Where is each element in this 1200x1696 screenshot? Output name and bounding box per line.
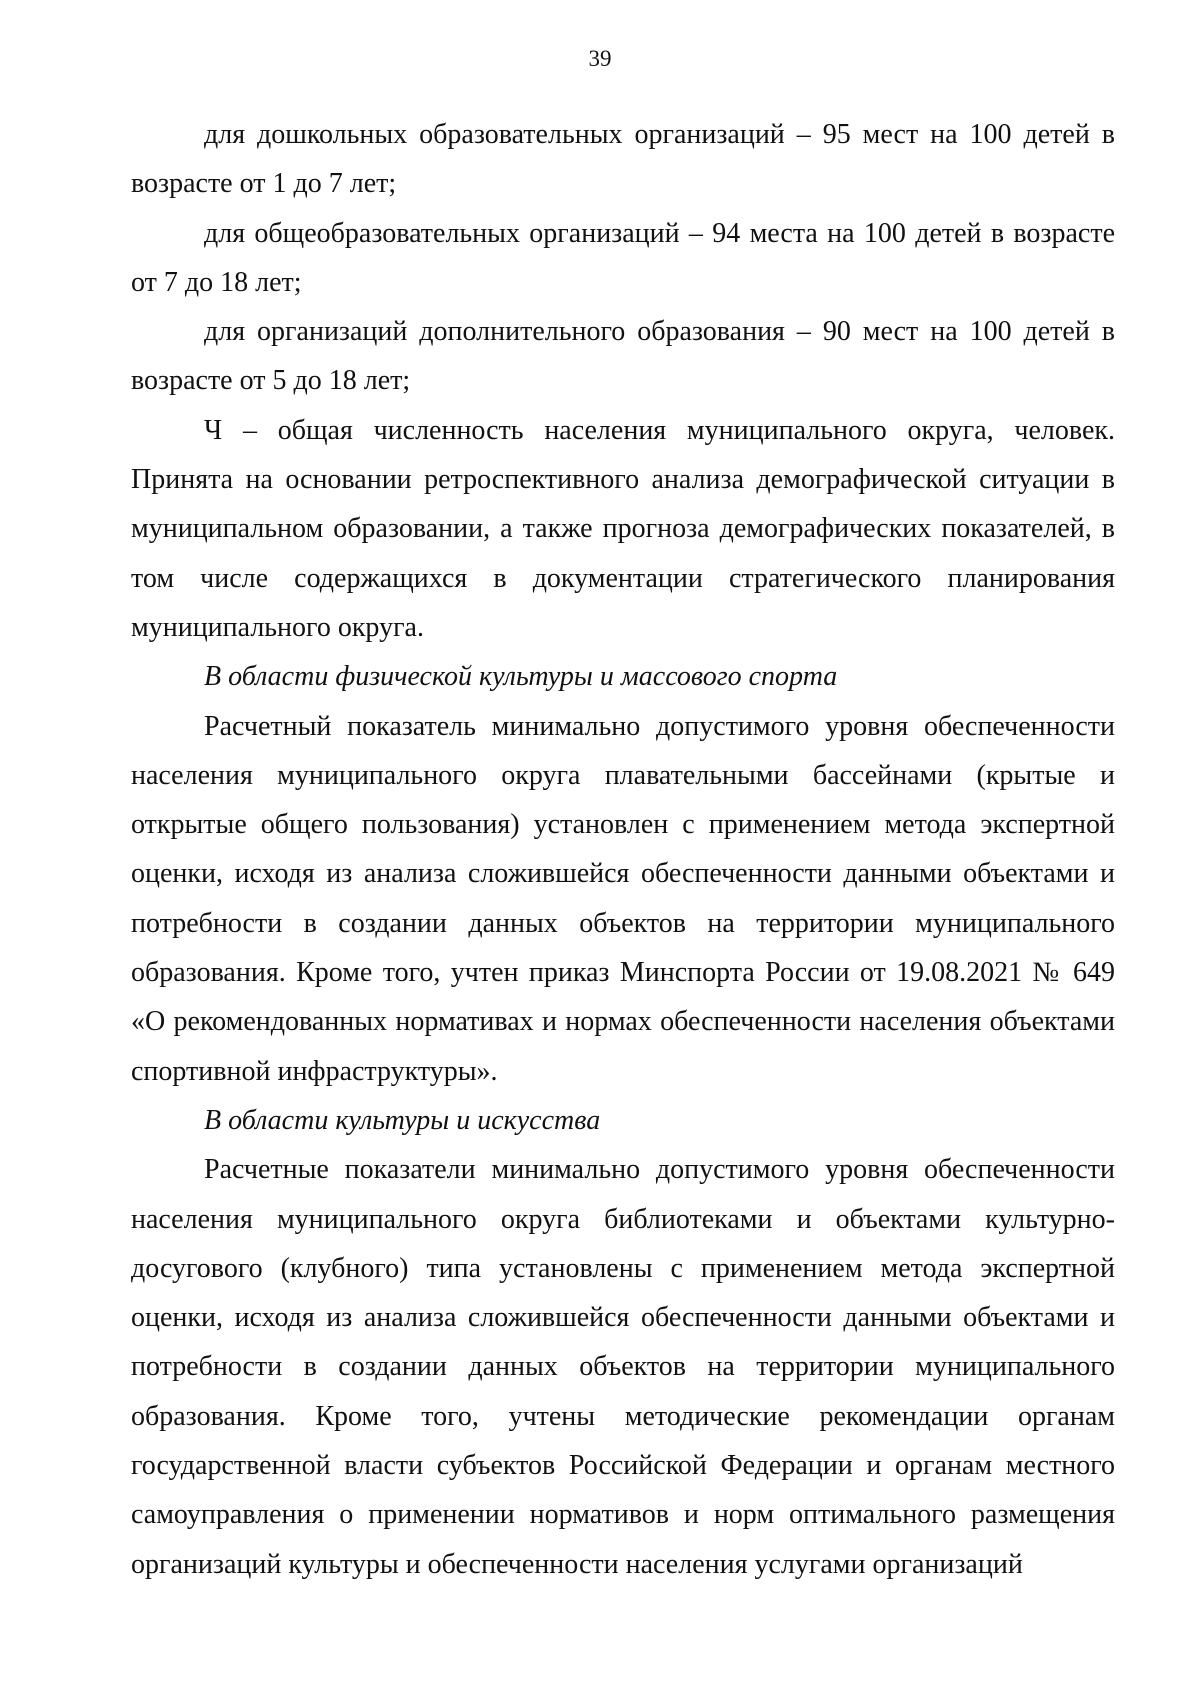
paragraph-libraries-indicator: Расчетные показатели минимально допустимого уровня обеспеченности населения муниципального округа библиотеками и объектами культурно-досугового (клубного) типа установлены с применением метода экспертной оценки, исходя из анализа сложившейся обеспеченности данными объектами и потребности в создании данных объектов на территории муниципального образования. Кроме того, учтены методические рекомендации органам государственной власти субъектов Российской Федерации и органам местного самоуправления о применении нормативов и норм оптимального размещения организаций культуры и обеспеченности населения услугами организаций	[131, 1154, 1115, 1580]
section-heading-sport: В области физической культуры и массового спорта	[204, 661, 838, 693]
paragraph-additional-education-norm: для организаций дополнительного образования – 90 мест на 100 детей в возрасте от 5 до 18 лет;	[131, 316, 1115, 397]
page-number: 39	[588, 46, 612, 71]
paragraph-general-education-norm: для общеобразовательных организаций – 94 места на 100 детей в возрасте от 7 до 18 лет;	[131, 217, 1115, 298]
paragraph-pools-indicator: Расчетный показатель минимально допустимого уровня обеспеченности населения муниципального округа плавательными бассейнами (крытые и открытые общего пользования) установлен с применением метода экспертной оценки, исходя из анализа сложившейся обеспеченности данными объектами и потребности в создании данных объектов на территории муниципального образования. Кроме того, учтен приказ Минспорта России от 19.08.2021 № 649 «О рекомендованных нормативах и нормах обеспеченности населения объектами спортивной инфраструктуры».	[131, 710, 1115, 1087]
section-heading-culture: В области культуры и искусства	[204, 1104, 601, 1136]
paragraph-preschool-norm: для дошкольных образовательных организаций – 95 мест на 100 детей в возрасте от 1 до 7 лет;	[131, 119, 1115, 200]
paragraph-population-definition: Ч – общая численность населения муниципального округа, человек. Принята на основании ретроспективного анализа демографической ситуации в муниципальном образовании, а также прогноза демографических показателей, в том числе содержащихся в документации стратегического планирования муниципального округа.	[131, 414, 1115, 643]
document-body	[131, 110, 1115, 1589]
